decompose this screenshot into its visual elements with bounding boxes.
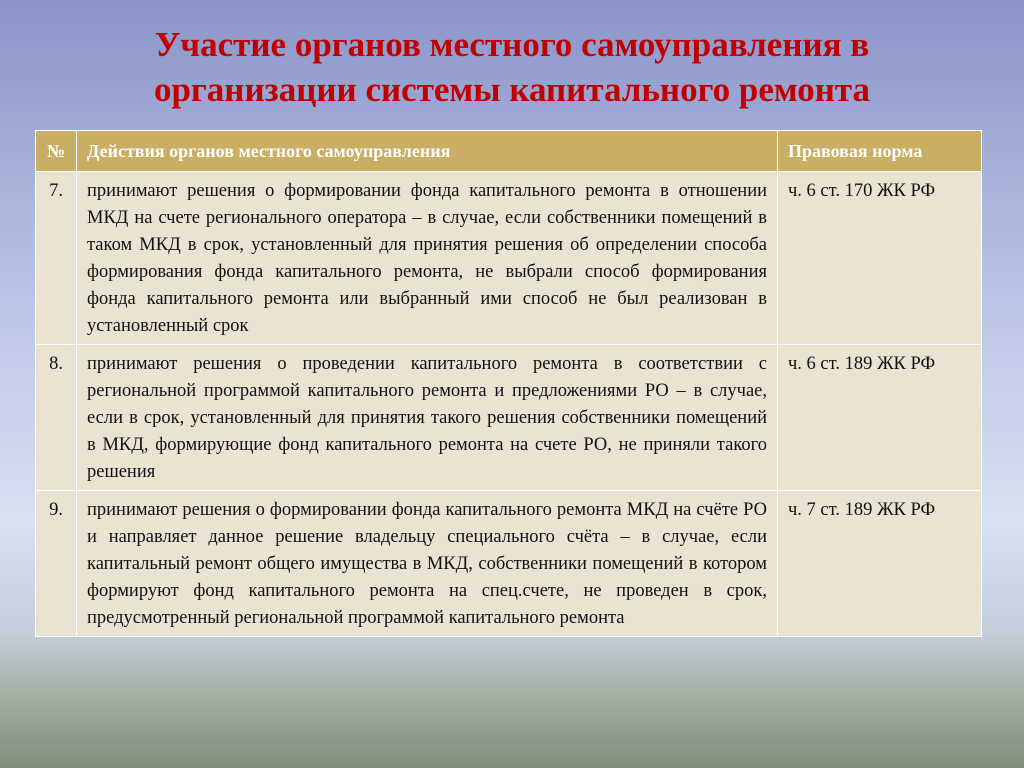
actions-table-container bbox=[35, 130, 981, 637]
row-legal-norm: ч. 6 ст. 189 ЖК РФ bbox=[778, 345, 982, 491]
table-row bbox=[36, 491, 982, 637]
header-legal-norm: Правовая норма bbox=[778, 131, 982, 172]
row-number: 9. bbox=[36, 491, 77, 637]
row-action: принимают решения о проведении капитального ремонта в соответствии с региональной программой капитального ремонта и предложениями РО – в случае, если в срок, установленный для принятия такого решения собственники помещений в МКД, формирующие фонд капитального ремонта на счете РО, не приняли такого решения bbox=[77, 345, 778, 491]
table-row bbox=[36, 172, 982, 345]
row-legal-norm: ч. 7 ст. 189 ЖК РФ bbox=[778, 491, 982, 637]
row-action: принимают решения о формировании фонда капитального ремонта в отношении МКД на счете регионального оператора – в случае, если собственники помещений в таком МКД в срок, установленный для принятия решения об определении способа формирования фонда капитального ремонта, не выбрали способ формирования фонда капитального ремонта или выбранный ими способ не был реализован в установленный срок bbox=[77, 172, 778, 345]
row-legal-norm: ч. 6 ст. 170 ЖК РФ bbox=[778, 172, 982, 345]
header-actions: Действия органов местного самоуправления bbox=[77, 131, 778, 172]
header-number: № bbox=[36, 131, 77, 172]
slide-title bbox=[0, 22, 1024, 112]
row-number: 7. bbox=[36, 172, 77, 345]
row-number: 8. bbox=[36, 345, 77, 491]
slide-title-line-1: Участие органов местного самоуправления в bbox=[154, 25, 870, 64]
actions-table bbox=[35, 130, 982, 637]
table-row bbox=[36, 345, 982, 491]
row-action: принимают решения о формировании фонда капитального ремонта МКД на счёте РО и направляет данное решение владельцу специального счёта – в случае, если капитальный ремонт общего имущества в МКД, собственники помещений в котором формируют фонд капитального ремонта на спец.счете, не проведен в срок, предусмотренный региональной программой капитального ремонта bbox=[77, 491, 778, 637]
slide-title-line-2: организации системы капитального ремонта bbox=[153, 70, 871, 109]
table-header-row bbox=[36, 131, 982, 172]
